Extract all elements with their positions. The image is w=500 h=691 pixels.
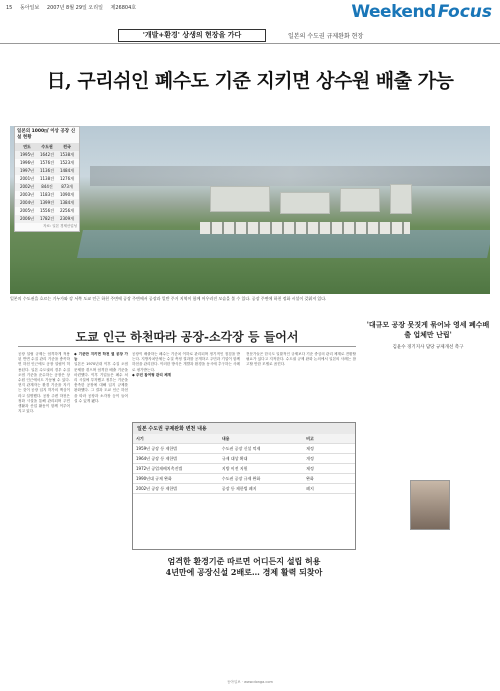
table-cell: 수도권 공장 신설 억제 xyxy=(221,446,261,451)
interview-byline: 김윤수 경기지사 담당 규제개선 촉구 xyxy=(392,345,464,350)
table-cell: 1484개 xyxy=(59,168,75,173)
table-cell: 폐지 xyxy=(306,486,314,491)
table-cell: 1576건 xyxy=(39,160,55,165)
photo-caption: 일본의 수도권을 흐르는 기누가와 강 서쪽 도쿄 인근 하천 주변에 공장 주변에서 공장과 일반 주거 지역이 함께 어우러진 모습을 볼 수 있다. 공장 주변에 하천 정화 시설이 갖춰져 있다. xyxy=(10,296,327,301)
article-column-1 xyxy=(18,352,70,678)
factory-stats-table xyxy=(14,126,80,232)
stats-col-nation: 전국 xyxy=(63,144,71,149)
history-col-note: 비고 xyxy=(306,436,314,441)
weekend-focus-logo xyxy=(351,2,492,22)
photo-building xyxy=(390,184,412,214)
page-header xyxy=(0,0,500,44)
table-cell: 규제 대상 확대 xyxy=(221,456,248,461)
table-cell: 2005년 xyxy=(19,208,35,213)
table-row xyxy=(133,454,355,464)
table-cell: 1995년 xyxy=(19,152,35,157)
stats-col-year: 연도 xyxy=(23,144,31,149)
history-table-title: 일본 수도권 규제완화 변천 내용 xyxy=(133,423,355,434)
table-cell: 1959년 공장 등 제한법 xyxy=(136,446,178,451)
table-row xyxy=(15,207,79,215)
article-paragraph: 공장 설립 규제는 엄격하게 적용된 반면 수질 관리 기준을 충족하면 하천 인근에도 공장 설립이 허용된다. 일본 수도권의 경우 수질 오염 기준을 준수하는 공장은 상수원 인근에서도 가동될 수 있다. 현지 관계자는 환경 기준을 지키는 것이 공장 입지 허가의 핵심이라고 설명했다. 공장 주변 하천은 정화 시설을 통해 관리되며 주민 생활과 산업 활동이 함께 이루어지고 있다. xyxy=(18,352,70,414)
table-cell: 1384개 xyxy=(59,200,75,205)
table-cell: 1090개 xyxy=(59,192,75,197)
page-footer: 동아일보 · www.donga.com xyxy=(227,680,273,684)
series-subtitle: 일본의 수도권 규제완화 현장 xyxy=(288,33,364,40)
article-subsection-head: ◆ 주민 참여형 관리 체계 xyxy=(132,372,172,377)
table-cell: 1997년 xyxy=(19,168,35,173)
deregulation-history-table xyxy=(132,422,356,550)
table-cell: 2003년 xyxy=(19,192,35,197)
table-cell: 1556건 xyxy=(39,208,55,213)
history-col-content: 내용 xyxy=(221,436,230,441)
table-cell: 개정 xyxy=(306,456,314,461)
table-cell: 2256개 xyxy=(59,208,75,213)
history-table-header xyxy=(133,434,355,444)
photo-building xyxy=(340,188,380,212)
table-cell: 1138건 xyxy=(39,176,55,181)
photo-weir xyxy=(200,222,410,234)
table-cell: 1136건 xyxy=(39,168,55,173)
table-row xyxy=(15,151,79,159)
history-table-body xyxy=(133,444,355,494)
edition-number: 제26804호 xyxy=(110,5,137,11)
photo-skyline xyxy=(90,166,490,186)
table-row xyxy=(133,474,355,484)
table-cell: 844건 xyxy=(41,184,53,189)
history-col-period: 시기 xyxy=(136,436,144,441)
series-kicker: '개발+환경' 상생의 현장을 가다 xyxy=(118,29,266,42)
interview-headline: '대규모 공장 못짓게 묶어놔 영세 폐수배출 업체만 난립' xyxy=(366,320,490,339)
table-cell: 수도권 공장 규제 완화 xyxy=(221,476,261,481)
table-cell: 1996년 xyxy=(19,160,35,165)
table-cell: 1972년 공업재배치촉진법 xyxy=(136,466,183,471)
table-row xyxy=(15,183,79,191)
table-row xyxy=(15,191,79,199)
article-subsection-head: ◆ 기준만 지키면 하천 옆 공장 가능 xyxy=(74,352,128,362)
article-column-2 xyxy=(74,352,128,678)
interview-column xyxy=(364,320,492,350)
table-cell: 2004년 xyxy=(19,200,35,205)
logo-word-weekend: Weekend xyxy=(351,2,436,22)
table-cell: 1276개 xyxy=(59,176,75,181)
stats-table-source: 자료: 일본 경제산업성 xyxy=(43,224,77,228)
table-cell: 873개 xyxy=(61,184,73,189)
table-cell: 1523개 xyxy=(59,160,75,165)
table-row xyxy=(15,215,79,223)
table-cell: 2001년 xyxy=(19,176,35,181)
article-paragraph: 전문가들은 한국도 일률적인 규제보다 기준 중심의 관리 체계로 전환할 필요가 있다고 지적한다. 수도권 규제 완화 논의에서 일본의 사례는 참고할 만한 모델로 꼽힌다. xyxy=(246,352,356,367)
photo-building xyxy=(280,192,330,214)
table-cell: 1183건 xyxy=(39,192,55,197)
table-cell: 2006년 xyxy=(19,216,35,221)
logo-word-focus: Focus xyxy=(437,2,492,22)
table-row xyxy=(15,167,79,175)
table-cell: 2002년 xyxy=(19,184,35,189)
table-cell: 1642건 xyxy=(39,152,55,157)
table-cell: 지방 이전 지원 xyxy=(221,466,248,471)
table-cell: 1782건 xyxy=(39,216,55,221)
table-cell: 1399건 xyxy=(39,200,55,205)
article-paragraph: 일본은 1970년대 이후 수질 오염 문제를 겪으며 엄격한 배출 기준을 마련했다. 이후 기업들은 폐수 처리 시설에 투자했고 정부는 기준을 충족한 공장에 대해 입지 규제를 완화했다. 그 결과 도쿄 인근 하천을 따라 공장과 소각장 등이 들어설 수 있게 됐다. xyxy=(74,362,128,403)
table-cell: 1538개 xyxy=(59,152,75,157)
table-row xyxy=(15,175,79,183)
article-paragraph: 공장이 배출하는 폐수는 기준치 이하로 관리되며 정기적인 점검을 받는다. 지방자치단체는 수질 측정 결과를 공개하고 주민과 기업이 함께 하천을 관리한다. 이러한 방식은 개발과 환경을 동시에 추구하는 사례로 평가받는다. xyxy=(132,352,240,372)
photo-building xyxy=(210,186,270,212)
table-cell: 제정 xyxy=(306,446,314,451)
paper-name: 동아일보 xyxy=(19,5,40,11)
stats-table-body xyxy=(15,151,79,223)
header-dateline xyxy=(6,4,142,11)
table-cell: 2309개 xyxy=(59,216,75,221)
stats-table-title: 일본의 1000㎡ 이상 공장 신설 현황 xyxy=(17,129,76,140)
secondary-headline xyxy=(132,556,356,578)
section-subhead: 도쿄 인근 하천따라 공장-소각장 등 들어서 xyxy=(75,330,299,344)
article-column-3 xyxy=(132,352,240,418)
subhead-rule xyxy=(18,346,356,347)
table-cell: 제정 xyxy=(306,466,314,471)
river-factory-photo xyxy=(10,126,490,294)
table-cell: 1964년 공장 등 제한법 xyxy=(136,456,178,461)
main-headline: 日, 구리쉬인 폐수도 기준 지키면 상수원 배출 가능 xyxy=(46,70,454,92)
table-row xyxy=(15,199,79,207)
secondary-headline-line-1: 엄격한 환경기준 따르면 어디든지 설립 허용 xyxy=(167,556,321,566)
issue-date: 2007년 8월 29일 오리일 xyxy=(46,5,103,11)
kicker-row xyxy=(0,29,500,43)
photo-river xyxy=(77,230,490,258)
table-row xyxy=(133,444,355,454)
table-row xyxy=(15,159,79,167)
interviewee-portrait xyxy=(410,480,450,530)
table-cell: 완화 xyxy=(306,476,314,481)
table-cell: 2002년 공장 등 제한법 xyxy=(136,486,178,491)
stats-table-header xyxy=(15,143,79,151)
table-row xyxy=(133,484,355,494)
article-column-4 xyxy=(246,352,356,418)
table-cell: 1990년대 규제 완화 xyxy=(136,476,172,481)
stats-col-capital: 수도권 xyxy=(41,144,53,149)
page-number: 15 xyxy=(6,5,13,11)
table-row xyxy=(133,464,355,474)
table-cell: 공장 등 제한법 폐지 xyxy=(221,486,257,491)
secondary-headline-line-2: 4년만에 공장신설 2배로… 경제 활력 되찾아 xyxy=(165,567,323,577)
